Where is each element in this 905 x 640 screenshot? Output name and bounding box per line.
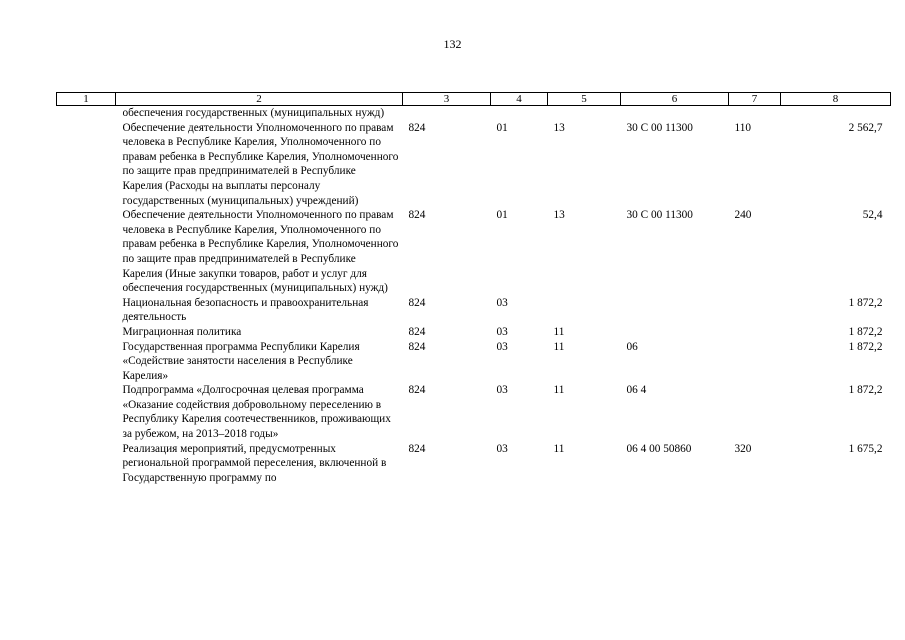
row-number-cell [57,296,116,325]
amount-cell: 1 872,2 [848,340,883,353]
subsection-code-cell [548,296,621,325]
target-article-cell: 30 С 00 11300 [626,121,693,134]
expense-type-cell: 240 [734,209,752,222]
target-article-cell [621,296,729,325]
budget-table [56,92,891,485]
description-cell: Подпрограмма «Долгосрочная целевая программа «Оказание содействия добровольному переселению в Республику Карелия соотечественников, проживающих за рубежом, на 2013–2018 годы» [122,384,391,441]
ministry-code-cell: 824 [408,121,426,134]
subsection-code-cell [548,106,621,121]
row-number-cell [57,208,116,296]
column-number-row [57,93,891,106]
subsection-code-cell: 11 [553,384,565,397]
column-number: 7 [729,93,781,106]
column-number: 2 [116,93,403,106]
ministry-code-cell: 824 [408,325,426,338]
table-body [57,106,891,486]
column-number: 8 [781,93,891,106]
amount-cell: 2 562,7 [848,121,883,134]
expense-type-cell: 320 [734,442,752,455]
table-row [57,340,891,384]
table-row [57,325,891,340]
description-cell: обеспечения государственных (муниципальных нужд) [122,107,385,119]
section-code-cell: 01 [496,121,508,134]
column-number: 3 [403,93,491,106]
row-number-cell [57,340,116,384]
table-row [57,106,891,121]
ministry-code-cell: 824 [408,340,426,353]
section-code-cell: 03 [496,384,508,397]
section-code-cell: 01 [496,209,508,222]
section-code-cell: 03 [496,296,508,309]
target-article-cell: 06 4 [626,384,647,397]
page-number: 132 [443,37,462,51]
ministry-code-cell: 824 [408,442,426,455]
column-number: 6 [621,93,729,106]
amount-cell: 1 872,2 [848,384,883,397]
row-number-cell [57,442,116,486]
amount-cell [781,106,891,121]
row-number-cell [57,325,116,340]
ministry-code-cell: 824 [408,296,426,309]
table-row [57,383,891,441]
expense-type-cell [729,383,781,441]
amount-cell: 1 872,2 [848,325,883,338]
amount-cell: 1 675,2 [848,442,883,455]
ministry-code-cell [403,106,491,121]
section-code-cell [491,106,548,121]
subsection-code-cell: 11 [553,325,565,338]
subsection-code-cell: 13 [553,121,565,134]
column-number: 1 [57,93,116,106]
target-article-cell [621,325,729,340]
description-cell: Обеспечение деятельности Уполномоченного по правам человека в Республике Карелия, Уполномоченного по правам ребенка в Республике Карелия, Уполномоченного по защите прав предпринимателей в Республике Карелия (Расходы на выплаты персоналу государственных (муниципальных) учреждений) [122,121,399,207]
target-article-cell [621,106,729,121]
target-article-cell: 06 4 00 50860 [626,442,692,455]
subsection-code-cell: 11 [553,442,565,455]
description-cell: Реализация мероприятий, предусмотренных региональной программой переселения, включенной в Государственную программу по [122,442,387,484]
section-code-cell: 03 [496,442,508,455]
table-row [57,442,891,486]
description-cell: Миграционная политика [122,325,242,338]
section-code-cell: 03 [496,340,508,353]
description-cell: Государственная программа Республики Карелия «Содействие занятости населения в Республике Карелия» [122,340,360,382]
subsection-code-cell: 13 [553,209,565,222]
ministry-code-cell: 824 [408,209,426,222]
section-code-cell: 03 [496,325,508,338]
expense-type-cell [729,296,781,325]
expense-type-cell: 110 [734,121,752,134]
expense-type-cell [729,340,781,384]
table-row [57,296,891,325]
row-number-cell [57,121,116,209]
column-number: 4 [491,93,548,106]
table-row [57,208,891,296]
ministry-code-cell: 824 [408,384,426,397]
target-article-cell: 06 [626,340,638,353]
table-row [57,121,891,209]
amount-cell: 52,4 [862,209,883,222]
amount-cell: 1 872,2 [848,296,883,309]
expense-type-cell [729,325,781,340]
subsection-code-cell: 11 [553,340,565,353]
description-cell: Национальная безопасность и правоохранительная деятельность [122,296,369,324]
expense-type-cell [729,106,781,121]
column-number: 5 [548,93,621,106]
target-article-cell: 30 С 00 11300 [626,209,693,222]
description-cell: Обеспечение деятельности Уполномоченного по правам человека в Республике Карелия, Уполномоченного по правам ребенка в Республике Карелия, Уполномоченного по защите прав предпринимателей в Республике Карелия (Иные закупки товаров, работ и услуг для обеспечения государственных (муниципальных) нужд) [122,209,399,295]
row-number-cell [57,106,116,121]
row-number-cell [57,383,116,441]
